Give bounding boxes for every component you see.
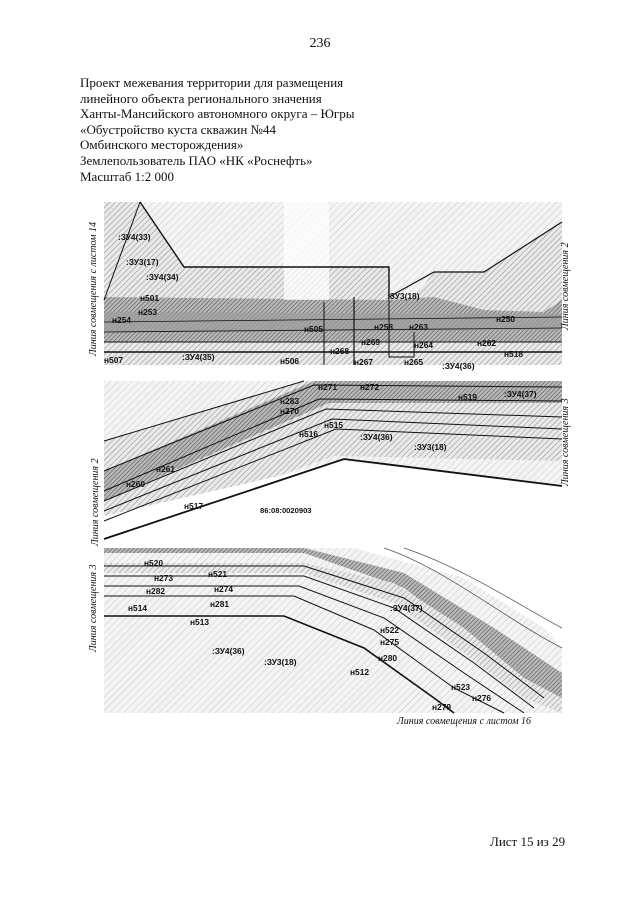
map-label: н269 xyxy=(361,337,381,347)
map-label: н253 xyxy=(138,307,158,317)
map-label: :ЗУ4(33) xyxy=(118,232,151,242)
map-label: :ЗУ4(37) xyxy=(504,389,537,399)
document-header xyxy=(80,75,500,184)
map-label: :ЗУ4(35) xyxy=(182,352,215,362)
map-label: н276 xyxy=(472,693,492,703)
map-label: н513 xyxy=(190,617,210,627)
map-label: н507 xyxy=(104,355,124,365)
match-line-caption: Линия совмещения 3 xyxy=(88,564,99,652)
map-label: н520 xyxy=(144,558,164,568)
match-line-caption: Линия совмещения 2 xyxy=(90,458,101,546)
header-line: Землепользователь ПАО «НК «Роснефть» xyxy=(80,152,313,168)
map-label: н271 xyxy=(318,382,338,392)
map-label: н283 xyxy=(280,396,300,406)
map-label: н260 xyxy=(126,479,146,489)
map-label: н505 xyxy=(304,324,324,334)
header-line: Ханты-Мансийского автономного округа – Югры xyxy=(80,106,355,122)
map-label: н268 xyxy=(330,346,350,356)
map-label: н516 xyxy=(299,429,319,439)
map-panel-2 xyxy=(104,381,562,539)
header-line: Проект межевания территории для размещения xyxy=(80,75,344,90)
map-label: н521 xyxy=(208,569,228,579)
map-panel-3 xyxy=(104,548,562,713)
map-label: :ЗУ4(37) xyxy=(390,603,423,613)
header-line: линейного объекта регионального значения xyxy=(80,90,322,106)
match-line-caption: Линия совмещения 3 xyxy=(560,398,571,486)
map-label: н522 xyxy=(380,625,400,635)
map-label: н279 xyxy=(432,702,452,712)
sheet-number: Лист 15 из 29 xyxy=(490,834,566,849)
map-label: н519 xyxy=(458,392,478,402)
map-label: н514 xyxy=(128,603,148,613)
header-line: Омбинского месторождения» xyxy=(80,137,244,153)
page-number: 236 xyxy=(309,36,331,51)
map-panel-1 xyxy=(104,202,562,371)
match-line-caption: Линия совмещения 2 xyxy=(560,242,571,330)
scale-line: Масштаб 1:2 000 xyxy=(80,168,174,184)
map-label: н281 xyxy=(210,599,230,609)
map-label: н273 xyxy=(154,573,174,583)
map-label: н274 xyxy=(214,584,234,594)
map-label: н512 xyxy=(350,667,370,677)
map-label: :ЗУ3(18) xyxy=(414,442,447,452)
map-label: н501 xyxy=(140,293,160,303)
map-label: :ЗУ3(17) xyxy=(126,257,159,267)
map-label: н506 xyxy=(280,356,300,366)
map-label: н282 xyxy=(146,586,166,596)
map-label: н267 xyxy=(354,357,374,367)
header-line: «Обустройство куста скважин №44 xyxy=(80,121,276,137)
map-label: :ЗУ4(36) xyxy=(442,361,475,371)
map-label: н250 xyxy=(496,314,516,324)
cadastral-number: 86:08:0020903 xyxy=(260,506,312,515)
map-label: :ЗУ4(34) xyxy=(146,272,179,282)
match-line-caption: Линия совмещения с листом 16 xyxy=(397,716,532,727)
match-line-caption: Линия совмещения с листом 14 xyxy=(88,221,99,356)
map-label: н265 xyxy=(404,357,424,367)
map-label: н264 xyxy=(414,340,434,350)
map-label: :ЗУ3(18) xyxy=(264,657,297,667)
map-label: н280 xyxy=(378,653,398,663)
map-label: н262 xyxy=(477,338,497,348)
map-label: н254 xyxy=(112,315,132,325)
map-label: :ЗУ4(36) xyxy=(212,646,245,656)
map-label: н515 xyxy=(324,420,344,430)
map-label: н270 xyxy=(280,406,300,416)
map-label: :ЗУ3(18) xyxy=(387,291,420,301)
map-label: н272 xyxy=(360,382,380,392)
map-label: н263 xyxy=(409,322,429,332)
map-label: н518 xyxy=(504,349,524,359)
map-label: н261 xyxy=(156,464,176,474)
map-label: н517 xyxy=(184,501,204,511)
map-label: н258 xyxy=(374,322,394,332)
map-label: н523 xyxy=(451,682,471,692)
map-label: :ЗУ4(36) xyxy=(360,432,393,442)
map-label: н275 xyxy=(380,637,400,647)
